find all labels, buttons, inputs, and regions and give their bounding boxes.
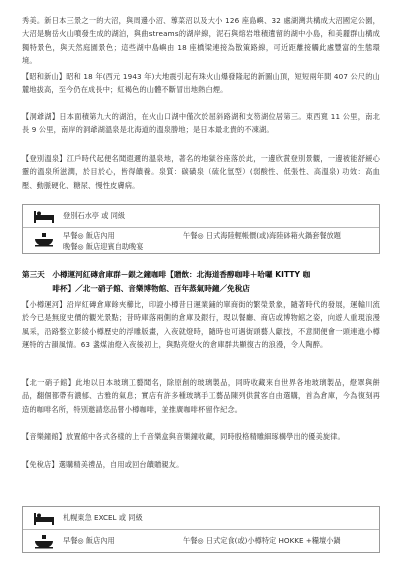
hotel-name: 登別石水亭 或 同級: [63, 211, 126, 220]
day3-title-line2: 啡杯】／北一硝子館、音樂博物館、百年蒸氣時鐘／免稅店: [22, 284, 250, 293]
meal-row: [23, 529, 379, 552]
day2-hotel-meal-box: [22, 204, 380, 254]
day3-title-line1: 第三天 小樽運河紅磚倉庫群－銀之鐘咖啡【贈飲：北海道香醇咖啡＋哈囉 KITTY 咖: [22, 270, 311, 279]
noboribetsu-paragraph: 【登別溫泉】江戶時代起便名聞遐邇的溫泉地，著名的地獄谷座落於此，一邊欣賞登別景觀，一邊被能舒緩心靈的溫泉所滋潤，於目於心，皆得饋養。泉質：碳磺泉（硫化氫型）(弱酸性、低張性、高溫泉) 功效：高血壓、動脈硬化、糖尿、慢性皮膚病。: [22, 154, 380, 190]
hotel-row: [23, 205, 379, 227]
onuma-paragraph: 秀美。新日本三景之一的大沼，與周邊小沼、蓴菜沼以及大小 126 座島嶼、32 處湖灣共構成大沼國定公園，大沼是駒岳火山噴發生成的湖泊，與曲streams的湖岸線，泥石與熔岩堆積遺留的湖中小島，和美麗群山構成獨特景色，與天然庭園景色；這些湖中島嶼由 18 座橋梁連接為散策路線，可近距離接觸此處豐富的生態環境。: [22, 16, 380, 65]
hotel-row: [23, 507, 379, 529]
meal-icon: [33, 534, 55, 549]
day3-hotel-meal-box: [22, 506, 380, 553]
music-box-paragraph: 【音樂鐘館】放置館中各式各樣的上千音樂盒與音樂鐘收藏，同時殷格精雕細琢構學出的優美旋律。: [22, 432, 345, 441]
kitaichi-glass-paragraph: 【北一硝子館】此地以日本玻璃工藝聞名，除原創的玻璃製品，同時收藏來自世界各地玻璃製品，燈罩與餅品，翻個都帶有濃郁、古雅的氣息；實店有許多種玻璃手工藝品陳列供賞客自由選購，首為倉庫，今為復刻再造的咖啡名所，特別邀請您品嘗小樽咖啡，並推廣咖啡杯留作紀念。: [22, 378, 380, 414]
otaru-canal-paragraph: 【小樽運河】沿岸紅磚倉庫餘夾櫛比，印證小樽昔日運業鋪的單商街的繁榮景象，隨著時代的發展，運輸川流於今已是無度史價的觀光景點；昔時庫落兩側的倉庫及銀行，現以餐廳、商店或博物館之姿，向遊人重現浪漫風采，沿路整立影綾小樽歷史的浮雕版畫，入夜就燈時，隨時也可遇街頭藝人獻技，不意間便會一頭連進小樽運特的古韻風情。63 盞煤油燈入夜後初上，與點亮燈火的倉庫群共顯復古的浪漫，令人陶醉。: [22, 300, 380, 349]
lunch-text: 午餐◎ 日式海陸輕帳價(或)海陸砵箱火鍋套餐放題: [183, 231, 341, 240]
lunch-text: 午餐◎ 日式定食(或)小樽特定 HOKKE +糧壇小鍋: [183, 536, 341, 545]
showa-shinzan-paragraph: 【昭和新山】昭和 18 年(西元 1943 年)大地震引起有珠火山爆發隆起的新圖山頂，短短兩年間 407 公尺的山麓地拔高，至今仍在成長中；紅褐色的山體不斷冒出地熱白煙。: [22, 72, 380, 95]
breakfast-text: 早餐◎ 飯店內用: [63, 231, 115, 240]
meal-icon: [33, 232, 55, 247]
meal-row: [23, 227, 379, 253]
dinner-text: 晚餐◎ 飯店迎賓自助晚宴: [63, 242, 144, 251]
bed-icon: [33, 209, 55, 224]
lake-toya-paragraph: 【洞爺湖】日本面積第九大的湖泊，在火山口湖中僅次於屈斜路湖和支笏湖位居第三。東西寬 11 公里，南北長 9 公里，南岸的洞爺湖溫泉是北海道的溫泉勝地；是日本最北貴的不凍湖。: [22, 112, 380, 135]
hotel-name: 札幌東急 EXCEL 或 同級: [63, 513, 143, 522]
breakfast-text: 早餐◎ 飯店內用: [63, 536, 115, 545]
bed-icon: [33, 511, 55, 526]
duty-free-paragraph: 【免稅店】選購精美禮品，自用或回台饋贈親友。: [22, 460, 184, 469]
